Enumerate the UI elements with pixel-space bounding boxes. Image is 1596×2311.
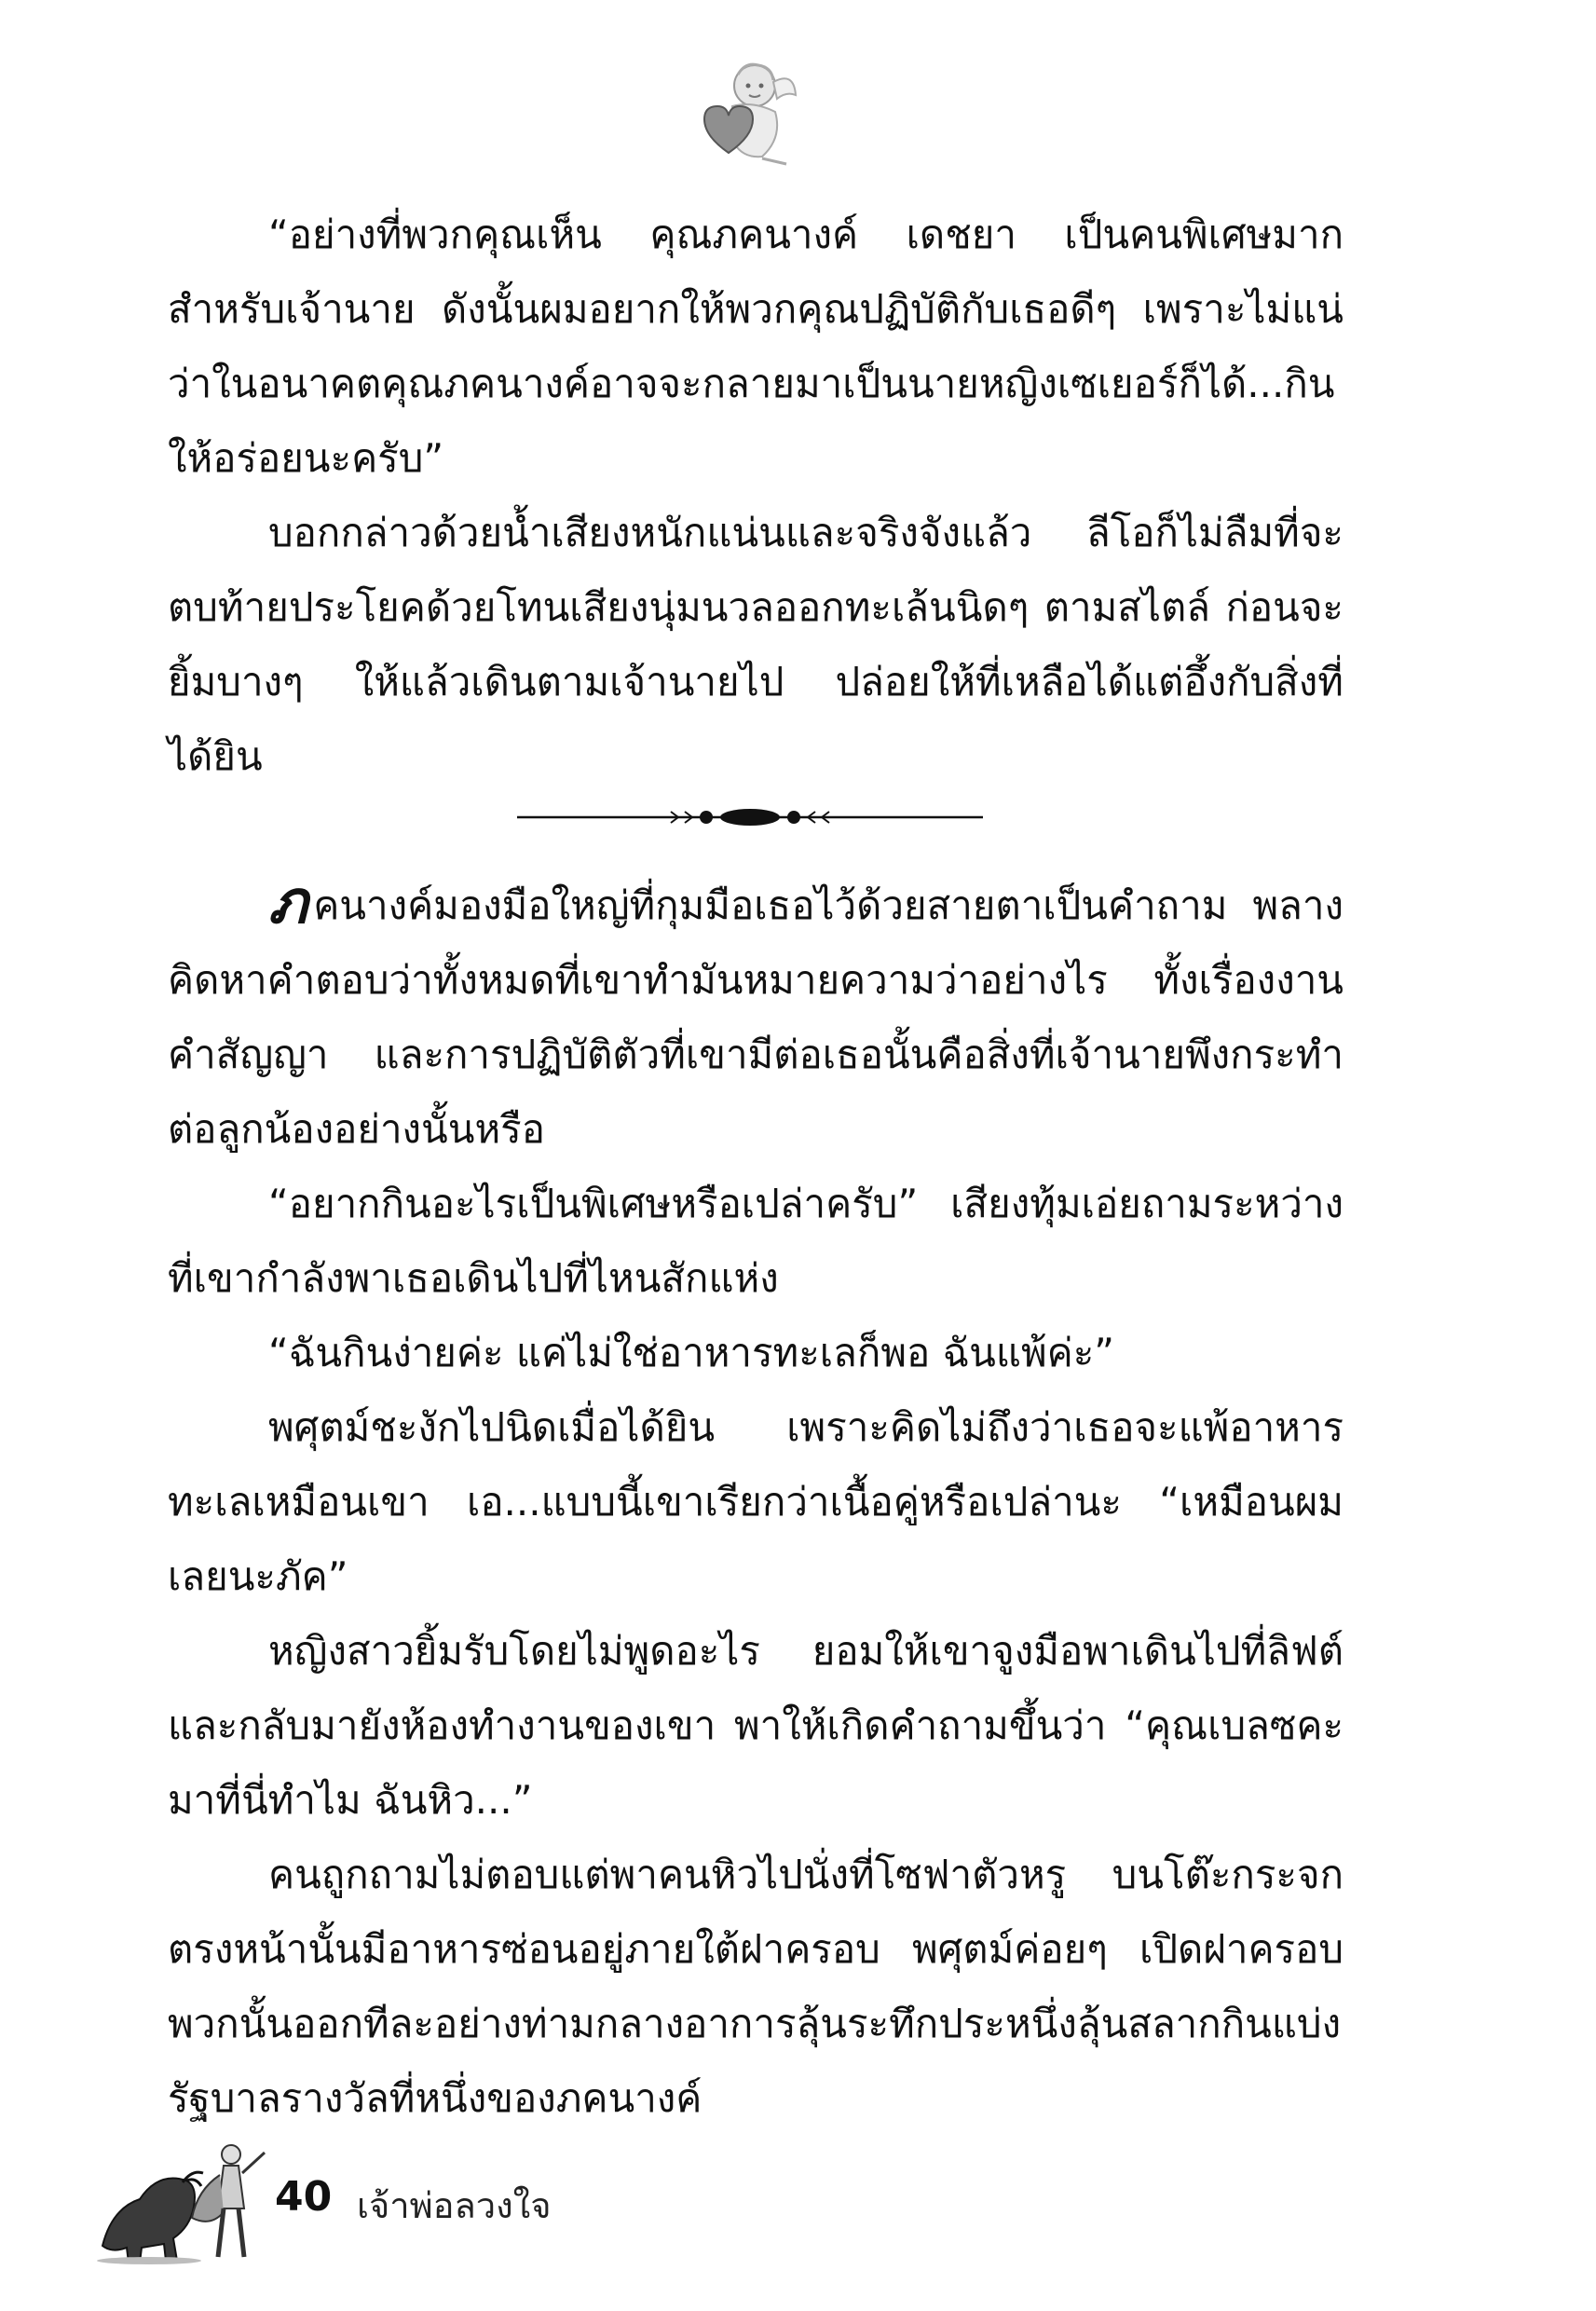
scroll-divider-icon — [517, 803, 983, 831]
paragraph: พศุตม์ชะงักไปนิดเมื่อได้ยิน เพราะคิดไม่ถึงว่าเธอจะแพ้อาหารทะเลเหมือนเขา เอ...แบบนี้เขาเรียกว่าเนื้อคู่หรือเปล่านะ “เหมือนผมเลยนะภัค” — [168, 1404, 1344, 1599]
paragraph — [168, 868, 1344, 1167]
book-title: เจ้าพ่อลวงใจ — [357, 2185, 552, 2226]
paragraph-text: คนางค์มองมือใหญ่ที่กุมมือเธอไว้ด้วยสายตาเป็นคำถาม พลางคิดหาคำตอบว่าทั้งหมดที่เขาทำมันหมายความว่าอย่างไร ทั้งเรื่องงาน คำสัญญา และการปฏิบัติตัวที่เขามีต่อเธอนั้นคือสิ่งที่เจ้านายพึงกระทำต่อลูกน้องอย่างนั้นหรือ — [168, 882, 1344, 1152]
paragraph: “อย่างที่พวกคุณเห็น คุณภคนางค์ เดชยา เป็นคนพิเศษมากสำหรับเจ้านาย ดังนั้นผมอยากให้พวกคุณปฏิบัติกับเธอดีๆ เพราะไม่แน่ว่าในอนาคตคุณภคนางค์อาจจะกลายมาเป็นนายหญิงเซเยอร์ก็ได้...กินให้อร่อยนะครับ” — [168, 212, 1344, 481]
paragraph: หญิงสาวยิ้มรับโดยไม่พูดอะไร ยอมให้เขาจูงมือพาเดินไปที่ลิฟต์และกลับมายังห้องทำงานของเขา พาให้เกิดคำถามขึ้นว่า “คุณเบลซคะมาที่นี่ทำไม ฉันหิว...” — [168, 1628, 1344, 1823]
matador-and-bull-icon — [93, 2134, 270, 2264]
page-number: 40 — [275, 2173, 333, 2221]
text-block-2 — [168, 868, 1344, 2136]
page-footer — [93, 2134, 745, 2274]
drop-cap: ภ — [268, 868, 308, 937]
paragraph: คนถูกถามไม่ตอบแต่พาคนหิวไปนั่งที่โซฟาตัวหรู บนโต๊ะกระจกตรงหน้านั้นมีอาหารซ่อนอยู่ภายใต้ฝาครอบ พศุตม์ค่อยๆ เปิดฝาครอบพวกนั้นออกทีละอย่างท่ามกลางอาการลุ้นระทึกประหนึ่งลุ้นสลากกินแบ่งรัฐบาลรางวัลที่หนึ่งของภคนางค์ — [168, 1852, 1344, 2121]
paragraph: “อยากกินอะไรเป็นพิเศษหรือเปล่าครับ” เสียงทุ้มเอ่ยถามระหว่างที่เขากำลังพาเธอเดินไปที่ไหนสักแห่ง — [168, 1181, 1344, 1301]
cupid-with-heart-icon — [697, 54, 799, 166]
paragraph: บอกกล่าวด้วยน้ำเสียงหนักแน่นและจริงจังแล้ว ลีโอก็ไม่ลืมที่จะตบท้ายประโยคด้วยโทนเสียงนุ่มนวลออกทะเล้นนิดๆ ตามสไตล์ ก่อนจะยิ้มบางๆ ให้แล้วเดินตามเจ้านายไป ปล่อยให้ที่เหลือได้แต่อึ้งกับสิ่งที่ได้ยิน — [168, 510, 1344, 779]
text-block-1 — [168, 198, 1344, 794]
paragraph: “ฉันกินง่ายค่ะ แค่ไม่ใช่อาหารทะเลก็พอ ฉันแพ้ค่ะ” — [268, 1330, 1115, 1375]
